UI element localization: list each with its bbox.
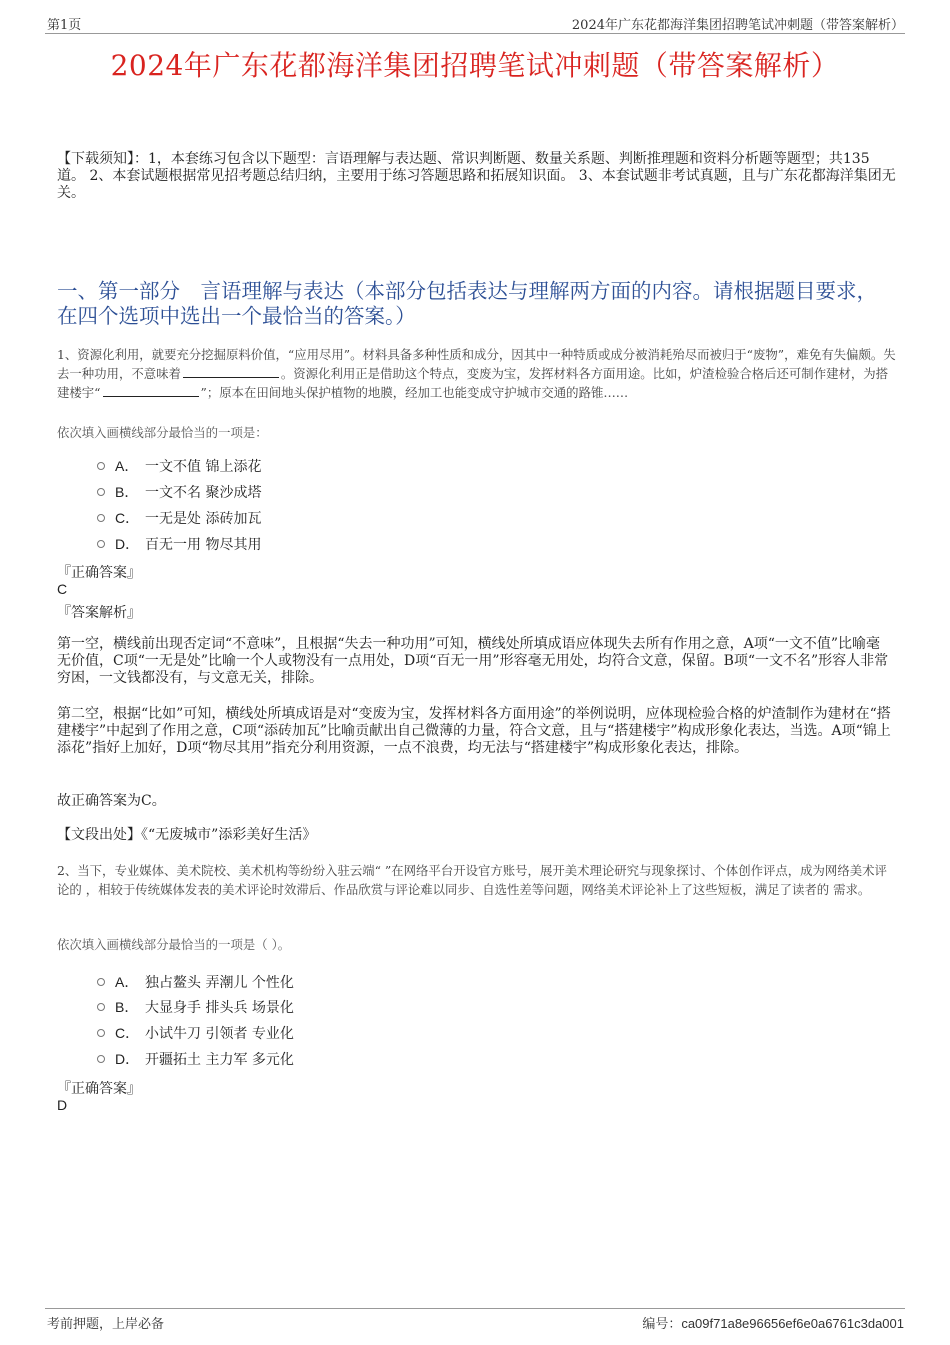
question-1-prompt: 依次填入画横线部分最恰当的一项是： <box>57 425 268 440</box>
option-letter: A． <box>115 974 139 990</box>
radio-icon[interactable] <box>97 1003 105 1011</box>
radio-icon[interactable] <box>97 462 105 470</box>
radio-icon[interactable] <box>97 978 105 986</box>
header-divider <box>45 33 905 34</box>
document-code-value: ca09f71a8e96656ef6e0a6761c3da001 <box>681 1316 904 1331</box>
footer-slogan: 考前押题，上岸必备 <box>47 1317 165 1332</box>
question-1-option-d[interactable] <box>97 533 261 555</box>
question-2-option-d[interactable] <box>97 1048 294 1070</box>
option-letter: D． <box>115 536 140 552</box>
question-1-text-part-c: ”；原本在田间地头保护植物的地膜，经加工也能变成守护城市交通的路锥…… <box>200 385 629 400</box>
analysis-conclusion: 故正确答案为C。 <box>57 793 166 809</box>
option-text: 独占鳌头 弄潮儿 个性化 <box>145 975 294 991</box>
question-1-text-part-b: 。资源化利用正是借助这个特点，变废为宝，发挥材料各方面用途。比如，炉渣检验合格后还可制作建材，为搭建楼宇“ <box>57 366 889 400</box>
radio-icon[interactable] <box>97 514 105 522</box>
question-2-option-b[interactable] <box>97 996 294 1018</box>
question-1-option-b[interactable] <box>97 481 261 503</box>
option-letter: B． <box>115 484 139 500</box>
question-1-text-part-a: 1、资源化利用，就要充分挖掘原料价值，“应用尽用”。材料具备多种性质和成分，因其中一种特质或成分被消耗殆尽而被归于“废物”，难免有失偏颇。失去一种功用，不意味着 <box>57 347 896 381</box>
radio-icon[interactable] <box>97 488 105 496</box>
option-text: 小试牛刀 引领者 专业化 <box>145 1026 294 1042</box>
option-letter: C． <box>115 510 140 526</box>
analysis-paragraph-1: 第一空，横线前出现否定词“不意味”，且根据“失去一种功用”可知，横线处所填成语应体现失去所有作用之意，A项“一文不值”比喻毫无价值，C项“一无是处”比喻一个人或物没有一点用处，D项“百无一用”形容毫无用处，均符合文意，保留。B项“一文不名”形容人非常穷困，一文钱都没有，与文意无关，排除。 <box>57 636 889 686</box>
option-letter: B． <box>115 999 139 1015</box>
analysis-paragraph-2: 第二空，根据“比如”可知，横线处所填成语是对“变废为宝，发挥材料各方面用途”的举例说明，应体现检验合格的炉渣制作为建材在“搭建楼宇”中起到了作用之意，C项“添砖加瓦”比喻贡献出自己微薄的力量，符合文意，且与“搭建楼宇”构成形象化表达，当选。A项“锦上添花”指好上加好，D项“物尽其用”指充分利用资源，一点不浪费，均无法与“搭建楼宇”构成形象化表达，排除。 <box>57 706 891 756</box>
question-2-prompt: 依次填入画横线部分最恰当的一项是（ ）。 <box>57 937 291 952</box>
radio-icon[interactable] <box>97 1055 105 1063</box>
analysis-label: 『答案解析』 <box>57 605 141 621</box>
option-text: 百无一用 物尽其用 <box>145 537 262 553</box>
option-letter: D． <box>115 1051 140 1067</box>
correct-answer: C <box>57 581 68 597</box>
download-notice: 【下载须知】：1，本套练习包含以下题型：言语理解与表达题、常识判断题、数量关系题、判断推理题和资料分析题等题型；共135道。 2、本套试题根据常见招考题总结归纳，主要用于练习答题思路和拓展知识面。 3、本套试题非考试真题，且与广东花都海洋集团无关。 <box>57 151 896 201</box>
footer-divider <box>45 1308 905 1309</box>
option-text: 大显身手 排头兵 场景化 <box>145 1000 294 1016</box>
page-title: 2024年广东花都海洋集团招聘笔试冲刺题（带答案解析） <box>110 49 840 82</box>
document-code-label: 编号： <box>642 1317 682 1332</box>
question-1-text <box>57 345 897 402</box>
option-text: 一文不值 锦上添花 <box>145 459 262 475</box>
option-letter: A． <box>115 458 139 474</box>
page-number: 第1页 <box>47 18 82 33</box>
question-2-option-a[interactable] <box>97 971 294 993</box>
question-1-option-a[interactable] <box>97 455 261 477</box>
fill-blank-1 <box>183 365 279 378</box>
header-doc-title: 2024年广东花都海洋集团招聘笔试冲刺题（带答案解析） <box>571 18 904 33</box>
option-text: 一无是处 添砖加瓦 <box>145 511 262 527</box>
option-text: 一文不名 聚沙成塔 <box>145 485 262 501</box>
fill-blank-2 <box>103 384 199 397</box>
correct-answer: D <box>57 1097 68 1113</box>
option-letter: C． <box>115 1025 140 1041</box>
source-citation: 【文段出处】《“无废城市”添彩美好生活》 <box>57 827 317 843</box>
section-heading: 一、第一部分 言语理解与表达（本部分包括表达与理解两方面的内容。请根据题目要求，在四个选项中选出一个最恰当的答案。） <box>57 279 877 328</box>
question-2-option-c[interactable] <box>97 1022 294 1044</box>
option-text: 开疆拓土 主力军 多元化 <box>145 1052 294 1068</box>
radio-icon[interactable] <box>97 1029 105 1037</box>
document-code <box>642 1313 904 1332</box>
radio-icon[interactable] <box>97 540 105 548</box>
question-2-text: 2、当下，专业媒体、美术院校、美术机构等纷纷入驻云端“ ”在网络平台开设官方账号，展开美术理论研究与现象探讨、个体创作评点，成为网络美术评论的 ，相较于传统媒体发表的美术评论时效滞后、作品欣赏与评论难以同步、自选性差等问题，网络美术评论补上了这些短板，满足了读者的 需求。 <box>57 863 887 897</box>
answer-label: 『正确答案』 <box>57 1081 141 1097</box>
answer-label: 『正确答案』 <box>57 565 141 581</box>
question-1-option-c[interactable] <box>97 507 261 529</box>
